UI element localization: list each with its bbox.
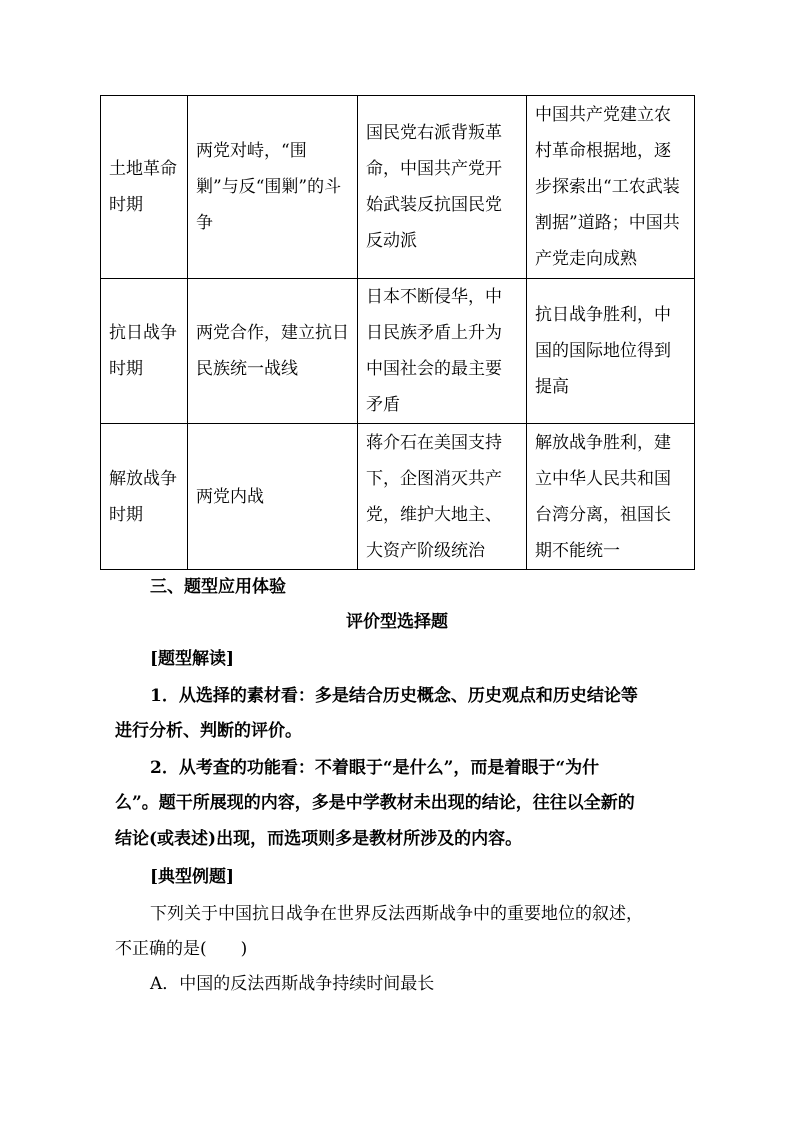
- table-row: [101, 96, 695, 279]
- cause-cell: 日本不断侵华，中日民族矛盾上升为中国社会的最主要矛盾: [358, 279, 527, 424]
- relation-cell: 两党对峙，“围剿”与反“围剿”的斗争: [188, 96, 358, 279]
- relation-cell: 两党合作，建立抗日民族统一战线: [188, 279, 358, 424]
- result-cell: 中国共产党建立农村革命根据地，逐步探索出“工农武装割据”道路；中国共产党走向成熟: [527, 96, 695, 279]
- period-cell: 解放战争时期: [101, 424, 188, 570]
- history-table: [100, 95, 695, 570]
- period-cell: 抗日战争时期: [101, 279, 188, 424]
- table-row: [101, 424, 695, 570]
- question-line-2: 不正确的是( ): [115, 939, 248, 959]
- relation-cell: 两党内战: [188, 424, 358, 570]
- point-2-line-1: 2．从考查的功能看：不着眼于“是什么”，而是着眼于“为什: [150, 758, 600, 778]
- point-1-line-1: 1．从选择的素材看：多是结合历史概念、历史观点和历史结论等: [150, 686, 638, 706]
- point-2-line-2: 么”。题干所展现的内容，多是中学教材未出现的结论，往往以全新的: [115, 793, 635, 813]
- table-row: [101, 279, 695, 424]
- question-line-1: 下列关于中国抗日战争在世界反法西斯战争中的重要地位的叙述，: [150, 904, 643, 924]
- result-cell: 解放战争胜利，建立中华人民共和国台湾分离，祖国长期不能统一: [527, 424, 695, 570]
- period-cell: 土地革命时期: [101, 96, 188, 279]
- interpret-label: [题型解读]: [150, 649, 235, 669]
- result-cell: 抗日战争胜利，中国的国际地位得到提高: [527, 279, 695, 424]
- point-1-line-2: 进行分析、判断的评价。: [115, 721, 302, 741]
- example-label: [典型例题]: [150, 867, 235, 887]
- section-title: 评价型选择题: [346, 612, 448, 632]
- cause-cell: 国民党右派背叛革命，中国共产党开始武装反抗国民党反动派: [358, 96, 527, 279]
- cause-cell: 蒋介石在美国支持下，企图消灭共产党，维护大地主、大资产阶级统治: [358, 424, 527, 570]
- section-heading: 三、题型应用体验: [150, 577, 286, 597]
- option-a: A．中国的反法西斯战争持续时间最长: [150, 974, 435, 994]
- point-2-line-3: 结论(或表述)出现，而选项则多是教材所涉及的内容。: [115, 829, 523, 849]
